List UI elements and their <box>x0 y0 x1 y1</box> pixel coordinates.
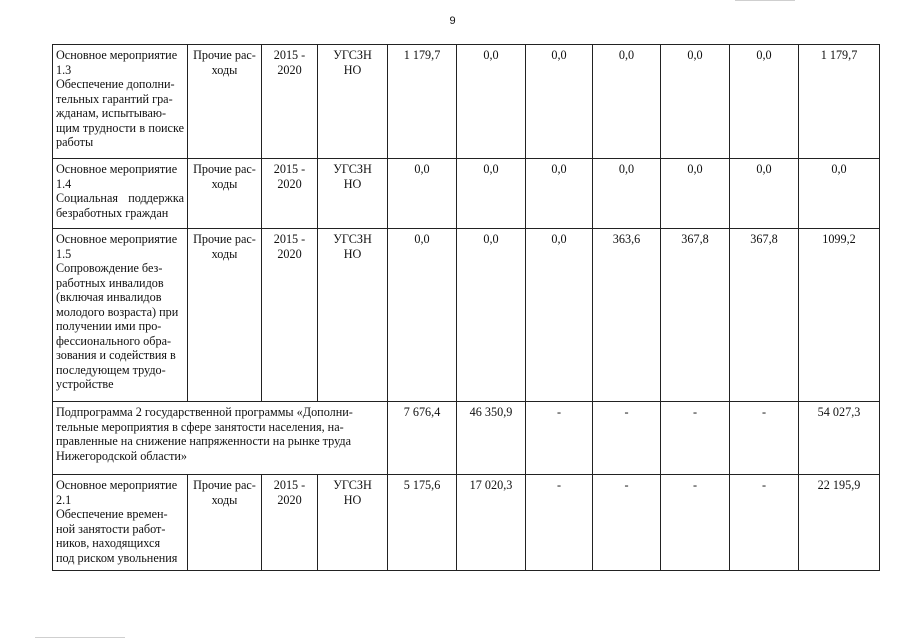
activity-name-cell: Основное мероприятие 1.4 Социальная поддержка безработных граждан <box>53 159 188 229</box>
executor-cell: УГСЗН НО <box>318 475 388 571</box>
funding-source-cell: Прочие рас- ходы <box>188 229 262 402</box>
value-cell: - <box>730 475 799 571</box>
activity-name-cell: Основное мероприятие 2.1 Обеспечение времен- ной занятости работ- ников, находящихся под риском увольнения <box>53 475 188 571</box>
period-cell: 2015 - 2020 <box>262 475 318 571</box>
value-cell: 0,0 <box>661 159 730 229</box>
scan-edge-mark <box>35 637 125 638</box>
total-value-cell: 1099,2 <box>799 229 880 402</box>
value-cell: 46 350,9 <box>457 402 526 475</box>
value-cell: - <box>526 402 593 475</box>
value-cell: 0,0 <box>730 159 799 229</box>
activity-name-cell: Основное мероприятие 1.3 Обеспечение дополни- тельных гарантий гра- жданам, испытываю- щим трудности в поиске работы <box>53 45 188 159</box>
page-number: 9 <box>449 15 456 27</box>
value-cell: - <box>661 402 730 475</box>
value-cell: 17 020,3 <box>457 475 526 571</box>
value-cell: 0,0 <box>457 229 526 402</box>
budget-table <box>52 44 880 571</box>
value-cell: 0,0 <box>388 159 457 229</box>
value-cell: 0,0 <box>593 45 661 159</box>
value-cell: 367,8 <box>661 229 730 402</box>
executor-cell: УГСЗН НО <box>318 45 388 159</box>
value-cell: 367,8 <box>730 229 799 402</box>
activity-name-cell: Основное мероприятие 1.5 Сопровождение без- работных инвалидов (включая инвалидов молодого возраста) при получении ими про- фессионального обра- зования и содействия в последующем трудо- устройстве <box>53 229 188 402</box>
value-cell: 0,0 <box>388 229 457 402</box>
table-row <box>53 229 880 402</box>
period-cell: 2015 - 2020 <box>262 45 318 159</box>
total-value-cell: 1 179,7 <box>799 45 880 159</box>
value-cell: 0,0 <box>526 159 593 229</box>
total-value-cell: 22 195,9 <box>799 475 880 571</box>
period-cell: 2015 - 2020 <box>262 159 318 229</box>
value-cell: 1 179,7 <box>388 45 457 159</box>
value-cell: 5 175,6 <box>388 475 457 571</box>
subprogram-row <box>53 402 880 475</box>
value-cell: 0,0 <box>593 159 661 229</box>
funding-source-cell: Прочие рас- ходы <box>188 45 262 159</box>
subprogram-name-cell: Подпрограмма 2 государственной программы «Дополни- тельные мероприятия в сфере занятости населения, на- правленные на снижение напряженности на рынке труда Нижегородской области» <box>53 402 388 475</box>
value-cell: 0,0 <box>457 159 526 229</box>
executor-cell: УГСЗН НО <box>318 159 388 229</box>
value-cell: - <box>593 402 661 475</box>
value-cell: - <box>661 475 730 571</box>
value-cell: 0,0 <box>526 45 593 159</box>
executor-cell: УГСЗН НО <box>318 229 388 402</box>
value-cell: - <box>730 402 799 475</box>
total-value-cell: 54 027,3 <box>799 402 880 475</box>
funding-source-cell: Прочие рас- ходы <box>188 159 262 229</box>
table-row <box>53 159 880 229</box>
table-row <box>53 475 880 571</box>
period-cell: 2015 - 2020 <box>262 229 318 402</box>
value-cell: 0,0 <box>730 45 799 159</box>
value-cell: 7 676,4 <box>388 402 457 475</box>
scan-edge-mark <box>735 0 795 1</box>
value-cell: 363,6 <box>593 229 661 402</box>
value-cell: 0,0 <box>661 45 730 159</box>
value-cell: 0,0 <box>457 45 526 159</box>
table-row <box>53 45 880 159</box>
value-cell: - <box>526 475 593 571</box>
total-value-cell: 0,0 <box>799 159 880 229</box>
value-cell: - <box>593 475 661 571</box>
value-cell: 0,0 <box>526 229 593 402</box>
funding-source-cell: Прочие рас- ходы <box>188 475 262 571</box>
